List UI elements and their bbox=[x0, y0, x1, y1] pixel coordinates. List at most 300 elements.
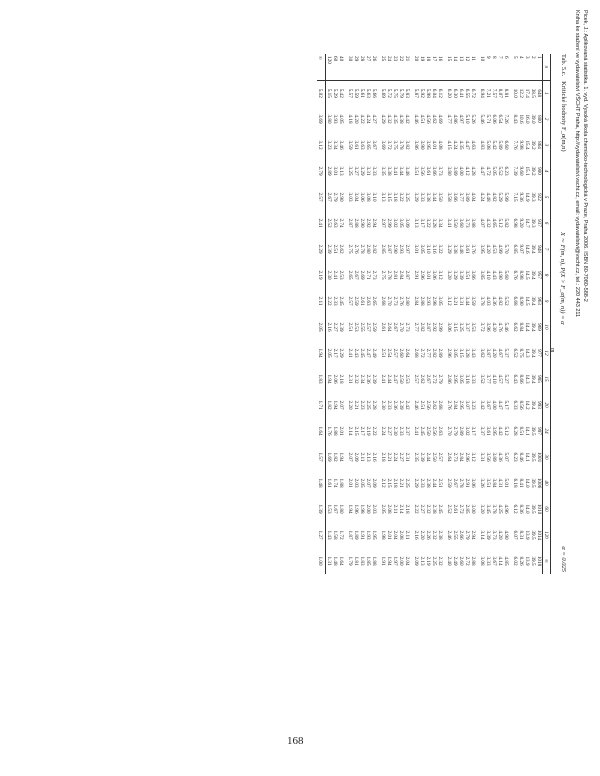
table-cell: 14.2 bbox=[524, 400, 530, 410]
table-cell: 3.02 bbox=[392, 218, 398, 228]
table-cell: 5.29 bbox=[497, 192, 503, 202]
table-cell: 2.79 bbox=[464, 530, 470, 540]
table-cell: 6.30 bbox=[452, 88, 458, 98]
table-cell: 4.15 bbox=[446, 140, 452, 150]
table-cell: 2.67 bbox=[353, 270, 359, 280]
table-cell: 2.00 bbox=[398, 556, 404, 566]
table-cell: 2.01 bbox=[347, 478, 353, 488]
table-cell: 2.87 bbox=[425, 322, 431, 332]
table-cell: 2.03 bbox=[371, 504, 377, 514]
table-cell: 2.09 bbox=[413, 556, 419, 566]
table-cell: 6.41 bbox=[458, 88, 464, 98]
table-cell: 1.67 bbox=[332, 504, 338, 514]
table-cell: 2.05 bbox=[359, 478, 365, 488]
table-cell: 39.4 bbox=[530, 374, 536, 384]
table-cell: 5.15 bbox=[326, 88, 332, 98]
row-n-value: 9 bbox=[485, 54, 491, 80]
table-row bbox=[392, 54, 398, 574]
table-cell: 3.10 bbox=[425, 244, 431, 254]
table-cell: 3.77 bbox=[485, 374, 491, 384]
table-cell: 8.66 bbox=[518, 374, 524, 384]
table-cell: 3.52 bbox=[479, 374, 485, 384]
table-cell: 7.57 bbox=[491, 88, 497, 98]
table-cell: 4.57 bbox=[497, 374, 503, 384]
table-cell: 3.87 bbox=[485, 348, 491, 358]
table-cell: 1.64 bbox=[338, 556, 344, 566]
table-cell: 1.72 bbox=[338, 530, 344, 540]
table-cell: 9.98 bbox=[518, 140, 524, 150]
table-cell: 4.36 bbox=[491, 296, 497, 306]
column-header-m: 3 bbox=[543, 132, 551, 158]
table-cell: 4.24 bbox=[452, 140, 458, 150]
table-cell: 2.61 bbox=[359, 296, 365, 306]
table-cell: 2.54 bbox=[386, 348, 392, 358]
table-cell: 2.63 bbox=[332, 218, 338, 228]
table-cell: 6.23 bbox=[503, 166, 509, 176]
table-cell: 2.43 bbox=[353, 348, 359, 358]
table-cell: 2.30 bbox=[380, 400, 386, 410]
table-row bbox=[365, 54, 371, 574]
table-cell: 1.94 bbox=[347, 504, 353, 514]
table-cell: 4.69 bbox=[437, 114, 443, 124]
table-cell: 2.57 bbox=[365, 322, 371, 332]
table-cell: 8.31 bbox=[518, 530, 524, 540]
table-cell: 3.39 bbox=[458, 270, 464, 280]
table-cell: 3.95 bbox=[491, 426, 497, 436]
table-row bbox=[503, 54, 512, 574]
row-n-value: 5 bbox=[512, 54, 518, 80]
table-row bbox=[380, 54, 386, 574]
table-cell: 4.24 bbox=[365, 114, 371, 124]
table-cell: 3.86 bbox=[413, 140, 419, 150]
table-cell: 2.07 bbox=[347, 452, 353, 462]
table-cell: 3.96 bbox=[485, 322, 491, 332]
table-cell: 5.01 bbox=[503, 478, 509, 488]
table-cell: 3.23 bbox=[326, 140, 332, 150]
table-cell: 3.37 bbox=[479, 426, 485, 436]
table-cell: 3.13 bbox=[413, 218, 419, 228]
table-cell: 8.26 bbox=[518, 556, 524, 566]
table-cell: 2.33 bbox=[386, 400, 392, 410]
table-cell: 4.82 bbox=[491, 192, 497, 202]
table-cell: 5.98 bbox=[425, 88, 431, 98]
table-cell: 1.57 bbox=[317, 444, 326, 470]
table-cell: 648 bbox=[536, 89, 542, 98]
table-cell: 16.0 bbox=[524, 114, 530, 124]
table-cell: 2.68 bbox=[437, 400, 443, 410]
table-cell: 2.57 bbox=[392, 348, 398, 358]
table-cell: 2.63 bbox=[437, 426, 443, 436]
table-cell: 4.05 bbox=[338, 114, 344, 124]
table-cell: 3.05 bbox=[419, 244, 425, 254]
table-cell: 2.94 bbox=[371, 218, 377, 228]
table-cell: 3.05 bbox=[437, 296, 443, 306]
table-cell: 2.15 bbox=[386, 478, 392, 488]
table-cell: 2.87 bbox=[347, 218, 353, 228]
table-cell: 2.61 bbox=[452, 504, 458, 514]
table-cell: 5.92 bbox=[419, 88, 425, 98]
table-cell: 3.05 bbox=[458, 374, 464, 384]
table-cell: 3.15 bbox=[386, 192, 392, 202]
table-row bbox=[347, 54, 353, 574]
table-cell: 2.38 bbox=[425, 478, 431, 488]
table-cell: 2.88 bbox=[419, 296, 425, 306]
table-cell: 4.30 bbox=[491, 322, 497, 332]
table-cell: 2.82 bbox=[371, 244, 377, 254]
table-row bbox=[326, 54, 333, 574]
table-cell: 5.52 bbox=[503, 296, 509, 306]
table-cell: 5.82 bbox=[503, 218, 509, 228]
table-cell: 937 bbox=[536, 219, 542, 227]
table-cell: 15.1 bbox=[524, 166, 530, 176]
table-cell: 6.52 bbox=[512, 348, 518, 358]
table-cell: 5.99 bbox=[503, 192, 509, 202]
table-cell: 8.81 bbox=[503, 88, 509, 98]
table-cell: 3.00 bbox=[470, 504, 476, 514]
row-n-value: 4 bbox=[518, 54, 524, 80]
table-cell: 4.72 bbox=[485, 166, 491, 176]
table-cell: 3.06 bbox=[431, 270, 437, 280]
table-cell: 5.10 bbox=[464, 114, 470, 124]
table-cell: 39.5 bbox=[530, 452, 536, 462]
table-cell: 5.63 bbox=[365, 88, 371, 98]
table-cell: 3.31 bbox=[458, 296, 464, 306]
table-cell: 2.53 bbox=[404, 374, 410, 384]
table-cell: 2.08 bbox=[398, 530, 404, 540]
table-cell: 2.19 bbox=[365, 426, 371, 436]
table-cell: 1.61 bbox=[326, 478, 332, 488]
table-cell: 2.45 bbox=[338, 296, 344, 306]
table-cell: 2.65 bbox=[347, 270, 353, 280]
table-cell: 2.06 bbox=[332, 374, 338, 384]
table-cell: 3.12 bbox=[470, 452, 476, 462]
table-cell: 2.14 bbox=[347, 426, 353, 436]
table-cell: 2.20 bbox=[419, 530, 425, 540]
table-cell: 1.80 bbox=[338, 504, 344, 514]
table-cell: 4.18 bbox=[347, 114, 353, 124]
column-header-m: 60 bbox=[543, 496, 551, 522]
table-cell: 6.33 bbox=[512, 400, 518, 410]
table-cell: 6.62 bbox=[512, 322, 518, 332]
table-cell: 2.60 bbox=[398, 348, 404, 358]
table-cell: 1.83 bbox=[359, 556, 365, 566]
table-cell: 2.29 bbox=[317, 236, 326, 262]
table-cell: 2.17 bbox=[332, 348, 338, 358]
table-cell: 3.77 bbox=[458, 192, 464, 202]
table-cell: 1010 bbox=[536, 503, 542, 515]
table-cell: 3.72 bbox=[479, 322, 485, 332]
table-cell: 4.56 bbox=[425, 114, 431, 124]
table-cell: 17.4 bbox=[524, 88, 530, 98]
table-cell: 2.07 bbox=[365, 478, 371, 488]
table-cell: 3.26 bbox=[479, 478, 485, 488]
table-cell: 14.0 bbox=[524, 504, 530, 514]
table-cell: 2.90 bbox=[359, 218, 365, 228]
table-cell: 2.44 bbox=[431, 478, 437, 488]
table-cell: 8.46 bbox=[518, 452, 524, 462]
table-cell: 3.44 bbox=[398, 166, 404, 176]
table-cell: 3.14 bbox=[479, 530, 485, 540]
table-cell: 3.18 bbox=[464, 374, 470, 384]
table-cell: 3.56 bbox=[485, 452, 491, 462]
table-cell: 3.22 bbox=[398, 192, 404, 202]
table-cell: 2.61 bbox=[380, 322, 386, 332]
table-cell: 1.95 bbox=[371, 530, 377, 540]
table-cell: 2.62 bbox=[338, 244, 344, 254]
table-cell: 3.50 bbox=[452, 218, 458, 228]
table-cell: 4.48 bbox=[485, 192, 491, 202]
table-cell: 8.98 bbox=[518, 270, 524, 280]
table-cell: 1001 bbox=[536, 451, 542, 463]
table-cell: 2.11 bbox=[317, 288, 326, 314]
table-cell: 2.30 bbox=[392, 426, 398, 436]
table-cell: 8.41 bbox=[518, 478, 524, 488]
table-cell: 4.46 bbox=[413, 114, 419, 124]
table-cell: 2.68 bbox=[380, 296, 386, 306]
table-cell: 3.33 bbox=[485, 556, 491, 566]
table-cell: 1.79 bbox=[347, 556, 353, 566]
table-cell: 2.41 bbox=[317, 210, 326, 236]
table-cell: 6.04 bbox=[431, 88, 437, 98]
row-n-value: 22 bbox=[398, 54, 404, 80]
column-header-m: 1 bbox=[543, 80, 551, 106]
table-caption: Kritické hodnoty F_α(m,n) bbox=[560, 81, 567, 152]
table-cell: 6.94 bbox=[479, 88, 485, 98]
row-n-value: 14 bbox=[452, 54, 458, 80]
table-cell: 2.55 bbox=[359, 322, 365, 332]
table-cell: 3.62 bbox=[479, 348, 485, 358]
column-header-m: 12 bbox=[543, 340, 551, 366]
table-cell: 2.89 bbox=[437, 348, 443, 358]
table-cell: 1018 bbox=[536, 555, 542, 567]
row-n-value: 29 bbox=[353, 54, 359, 80]
table-cell: 2.16 bbox=[413, 530, 419, 540]
table-cell: 2.75 bbox=[347, 244, 353, 254]
table-cell: 2.64 bbox=[404, 348, 410, 358]
table-cell: 3.17 bbox=[470, 426, 476, 436]
table-cell: 2.51 bbox=[380, 348, 386, 358]
table-cell: 2.77 bbox=[413, 322, 419, 332]
table-cell: 3.48 bbox=[458, 244, 464, 254]
table-cell: 14.5 bbox=[524, 296, 530, 306]
table-cell: 6.60 bbox=[503, 140, 509, 150]
table-cell: 1.27 bbox=[317, 522, 326, 548]
table-cell: 2.93 bbox=[398, 244, 404, 254]
table-cell: 5.46 bbox=[479, 114, 485, 124]
table-cell: 3.69 bbox=[380, 140, 386, 150]
table-cell: 4.10 bbox=[491, 374, 497, 384]
row-n-value: 12 bbox=[464, 54, 470, 80]
table-cell: 3.37 bbox=[464, 322, 470, 332]
table-cell: 2.07 bbox=[338, 400, 344, 410]
table-row bbox=[425, 54, 431, 574]
table-cell: 3.15 bbox=[452, 322, 458, 332]
table-cell: 2.53 bbox=[353, 322, 359, 332]
table-cell: 2.60 bbox=[458, 556, 464, 566]
table-cell: 10.6 bbox=[518, 114, 524, 124]
table-cell: 2.76 bbox=[446, 400, 452, 410]
table-cell: 4.35 bbox=[458, 140, 464, 150]
table-cell: 9.20 bbox=[518, 218, 524, 228]
table-cell: 5.83 bbox=[404, 88, 410, 98]
table-cell: 1.83 bbox=[317, 366, 326, 392]
table-cell: 2.39 bbox=[419, 452, 425, 462]
table-cell: 3.43 bbox=[470, 348, 476, 358]
row-n-value: 60 bbox=[332, 54, 338, 80]
table-cell: 1.94 bbox=[332, 400, 338, 410]
table-cell: 922 bbox=[536, 193, 542, 201]
table-cell: 4.36 bbox=[497, 452, 503, 462]
table-cell: 3.82 bbox=[404, 140, 410, 150]
table-cell: 3.60 bbox=[458, 218, 464, 228]
table-cell: 2.72 bbox=[419, 348, 425, 358]
row-n-value: 11 bbox=[470, 54, 479, 80]
table-cell: 2.88 bbox=[353, 218, 359, 228]
table-cell: 5.12 bbox=[503, 426, 509, 436]
table-cell: 3.90 bbox=[419, 140, 425, 150]
table-cell: 2.05 bbox=[326, 348, 332, 358]
table-cell: 2.47 bbox=[365, 348, 371, 358]
table-cell: 2.04 bbox=[404, 556, 410, 566]
table-row bbox=[359, 54, 365, 574]
table-cell: 2.16 bbox=[326, 322, 332, 332]
table-cell: 3.23 bbox=[470, 400, 476, 410]
table-row bbox=[437, 54, 446, 574]
table-cell: 3.33 bbox=[419, 192, 425, 202]
row-n-value: 30 bbox=[347, 54, 353, 80]
table-cell: 1.64 bbox=[317, 418, 326, 444]
table-cell: 3.85 bbox=[479, 270, 485, 280]
table-cell: 2.74 bbox=[338, 218, 344, 228]
table-cell: 2.25 bbox=[431, 556, 437, 566]
table-cell: 3.73 bbox=[437, 166, 443, 176]
column-header-m: 15 bbox=[543, 366, 551, 392]
table-cell: 39.2 bbox=[530, 166, 536, 176]
table-cell: 3.63 bbox=[359, 140, 365, 150]
table-cell: 39.2 bbox=[530, 140, 536, 150]
table-cell: 3.67 bbox=[371, 140, 377, 150]
table-cell: 6.72 bbox=[470, 88, 476, 98]
table-cell: 2.21 bbox=[398, 478, 404, 488]
table-cell: 6.76 bbox=[512, 270, 518, 280]
table-cell: 3.38 bbox=[452, 244, 458, 254]
table-cell: 8.84 bbox=[518, 322, 524, 332]
table-cell: 3.61 bbox=[425, 166, 431, 176]
table-cell: 3.59 bbox=[347, 140, 353, 150]
table-cell: 1.98 bbox=[380, 530, 386, 540]
table-cell: 2.85 bbox=[464, 504, 470, 514]
table-cell: 1.43 bbox=[326, 530, 332, 540]
table-cell: 2.84 bbox=[458, 452, 464, 462]
table-cell: 3.95 bbox=[425, 140, 431, 150]
table-cell: 3.31 bbox=[365, 166, 371, 176]
table-cell: 1.82 bbox=[332, 452, 338, 462]
row-n-value: 3 bbox=[524, 54, 530, 80]
table-cell: 5.70 bbox=[503, 244, 509, 254]
table-cell: 2.50 bbox=[431, 452, 437, 462]
table-cell: 3.44 bbox=[464, 296, 470, 306]
table-cell: 3.56 bbox=[419, 166, 425, 176]
column-header-m: 10 bbox=[543, 314, 551, 340]
table-cell: 2.64 bbox=[446, 452, 452, 462]
table-cell: 39.4 bbox=[530, 244, 536, 254]
table-cell: 2.51 bbox=[347, 322, 353, 332]
table-cell: 39.5 bbox=[530, 426, 536, 436]
table-cell: 2.27 bbox=[332, 322, 338, 332]
table-cell: 2.71 bbox=[365, 270, 371, 280]
table-cell: 3.34 bbox=[437, 218, 443, 228]
table-cell: 2.64 bbox=[386, 322, 392, 332]
table-cell: 4.65 bbox=[491, 218, 497, 228]
table-cell: 3.45 bbox=[485, 504, 491, 514]
table-cell: 2.01 bbox=[338, 426, 344, 436]
table-cell: 6.28 bbox=[512, 426, 518, 436]
table-cell: 2.18 bbox=[338, 374, 344, 384]
table-cell: 3.05 bbox=[452, 348, 458, 358]
table-cell: 2.51 bbox=[437, 478, 443, 488]
table-cell: 4.86 bbox=[452, 114, 458, 124]
table-cell: 2.51 bbox=[332, 244, 338, 254]
table-cell: 3.08 bbox=[479, 556, 485, 566]
table-cell: 3.27 bbox=[353, 166, 359, 176]
table-cell: 3.51 bbox=[485, 478, 491, 488]
table-cell: 2.86 bbox=[446, 374, 452, 384]
table-row bbox=[398, 54, 404, 574]
table-cell: 2.33 bbox=[332, 296, 338, 306]
table-cell: 6.20 bbox=[446, 88, 452, 98]
table-cell: 1.74 bbox=[332, 478, 338, 488]
table-cell: 2.85 bbox=[380, 244, 386, 254]
table-cell: 3.06 bbox=[359, 192, 365, 202]
table-cell: 4.90 bbox=[503, 530, 509, 540]
table-cell: 5.89 bbox=[497, 140, 503, 150]
table-cell: 2.18 bbox=[380, 452, 386, 462]
table-cell: 4.20 bbox=[491, 348, 497, 358]
table-cell: 3.61 bbox=[464, 244, 470, 254]
table-cell: 14.7 bbox=[524, 218, 530, 228]
table-row bbox=[530, 54, 536, 574]
table-cell: 3.59 bbox=[470, 296, 476, 306]
table-cell: 2.49 bbox=[371, 348, 377, 358]
table-cell: 2.62 bbox=[431, 400, 437, 410]
table-cell: 2.41 bbox=[332, 270, 338, 280]
table-row bbox=[419, 54, 425, 574]
table-cell: 1.82 bbox=[326, 400, 332, 410]
table-row bbox=[404, 54, 413, 574]
table-cell: 3.03 bbox=[347, 192, 353, 202]
table-cell: 1.76 bbox=[326, 426, 332, 436]
table-cell: 3.31 bbox=[479, 452, 485, 462]
table-cell: 2.45 bbox=[437, 504, 443, 514]
table-cell: 2.67 bbox=[392, 322, 398, 332]
table-cell: 2.93 bbox=[425, 296, 431, 306]
column-header-m: 4 bbox=[543, 158, 551, 184]
row-n-value: 15 bbox=[446, 54, 452, 80]
table-cell: 2.82 bbox=[419, 322, 425, 332]
table-cell: 1006 bbox=[536, 477, 542, 489]
table-cell: 2.29 bbox=[338, 348, 344, 358]
page-number: 168 bbox=[287, 735, 304, 747]
table-cell: 2.33 bbox=[419, 478, 425, 488]
table-cell: 2.95 bbox=[458, 400, 464, 410]
table-cell: 2.89 bbox=[326, 166, 332, 176]
table-cell: 14.0 bbox=[524, 478, 530, 488]
table-cell: 5.05 bbox=[491, 166, 497, 176]
table-cell: 4.00 bbox=[458, 166, 464, 176]
row-n-value: 27 bbox=[365, 54, 371, 80]
row-n-value: ∞ bbox=[317, 54, 326, 80]
table-cell: 3.29 bbox=[446, 244, 452, 254]
